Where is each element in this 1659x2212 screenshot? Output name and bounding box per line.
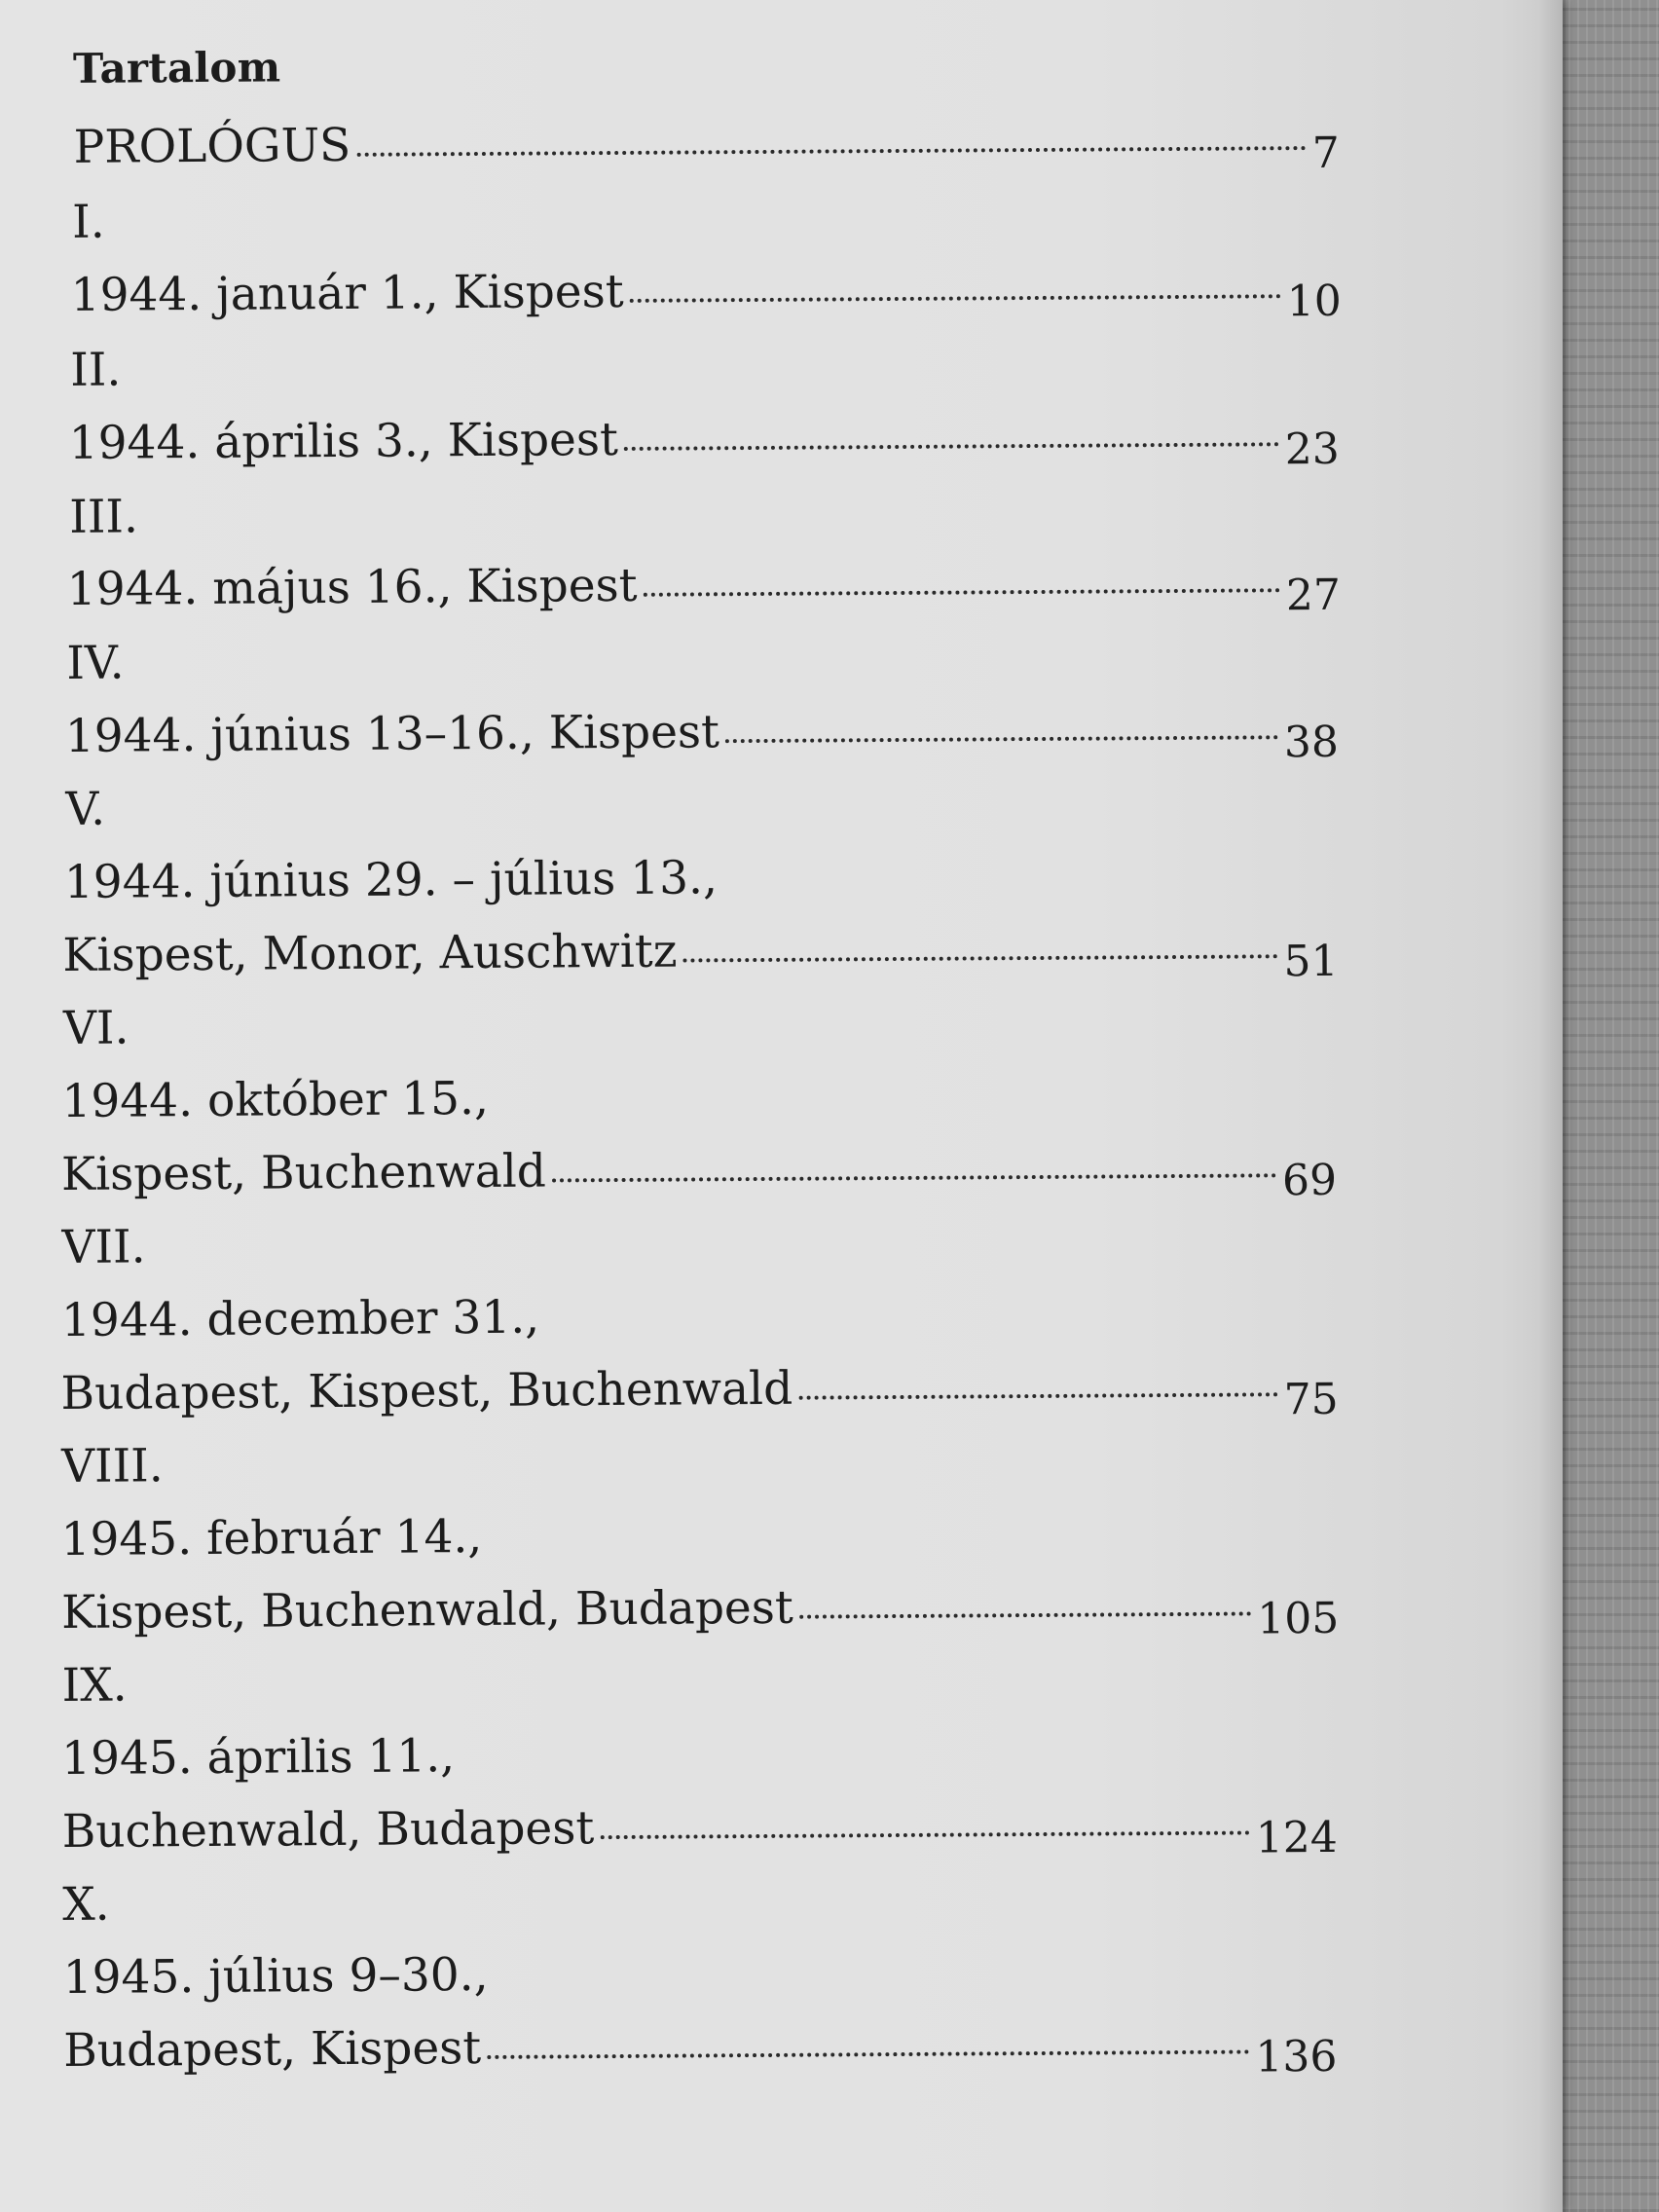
toc-page-number: 10 [1286,276,1342,327]
toc-page-number: 75 [1283,1374,1339,1425]
toc-entry [63,2019,1338,2083]
chapter-number: IX. [61,1658,128,1714]
dot-leader [683,950,1278,962]
toc-entry-label: Kispest, Buchenwald [60,1144,547,1202]
chapter-number: VI. [62,1001,129,1055]
toc-entry-label: PROLÓGUS [73,118,351,174]
dot-leader [644,584,1280,597]
dot-leader [356,142,1306,157]
dot-leader [624,438,1279,451]
toc-page-number: 23 [1284,424,1341,475]
toc-page-number: 51 [1283,936,1339,987]
toc-entry-date-line: 1945. április 11., [61,1729,456,1787]
toc-page-number: 69 [1281,1155,1338,1206]
toc-entry [61,1800,1338,1863]
toc-entry-date-line: 1945. február 14., [60,1509,483,1567]
toc-entry [66,558,1342,621]
chapter-number: IV. [66,636,125,690]
chapter-number: II. [70,343,122,397]
toc-entry-label: 1944. május 16., Kispest [66,558,638,616]
toc-entry [60,1580,1340,1644]
toc-entry [62,924,1339,987]
dot-leader [725,731,1278,743]
toc-page-number: 105 [1257,1593,1340,1644]
chapter-number: X. [62,1877,110,1933]
toc-entry-prologue [73,116,1340,179]
toc-entry-label: Budapest, Kispest, Buchenwald [60,1361,793,1421]
toc-entry-label: 1944. január 1., Kispest [70,264,624,322]
toc-entry [64,705,1340,768]
toc-page-number: 136 [1255,2031,1338,2083]
chapter-number: VII. [61,1220,146,1275]
dot-leader [600,1827,1249,1840]
toc-page-number: 124 [1255,1812,1338,1863]
toc-entry [60,1143,1338,1206]
toc-entry-label: Kispest, Buchenwald, Budapest [60,1580,793,1641]
chapter-number: III. [69,490,139,544]
dot-leader [630,290,1281,303]
toc-entry-date-line: 1945. július 9–30., [62,1947,489,2006]
toc-entry-date-line: 1944. december 31., [60,1290,540,1348]
dot-leader [487,2046,1249,2059]
toc-entry [68,412,1341,475]
chapter-number: VIII. [60,1439,164,1494]
chapter-number: I. [71,195,105,249]
dot-leader [798,1388,1277,1399]
dot-leader [552,1169,1276,1182]
toc-entry-date-line: 1944. június 29. – július 13., [63,851,719,909]
toc-entry [60,1361,1339,1425]
toc-page-number: 7 [1311,128,1340,179]
toc-entry-label: Kispest, Monor, Auschwitz [62,924,678,982]
dot-leader [799,1607,1251,1618]
toc-entry-label: 1944. június 13–16., Kispest [64,705,720,763]
chapter-number: V. [65,782,106,836]
toc-entry-label: Budapest, Kispest [63,2021,482,2079]
toc-entry-label: Buchenwald, Budapest [61,1801,595,1860]
toc-heading: Tartalom [72,43,281,92]
toc-page-number: 27 [1285,570,1342,621]
toc-entry-label: 1944. április 3., Kispest [68,412,619,470]
toc-page-number: 38 [1283,717,1340,768]
toc-entry [70,264,1342,327]
toc-entry-date-line: 1944. október 15., [61,1071,490,1129]
